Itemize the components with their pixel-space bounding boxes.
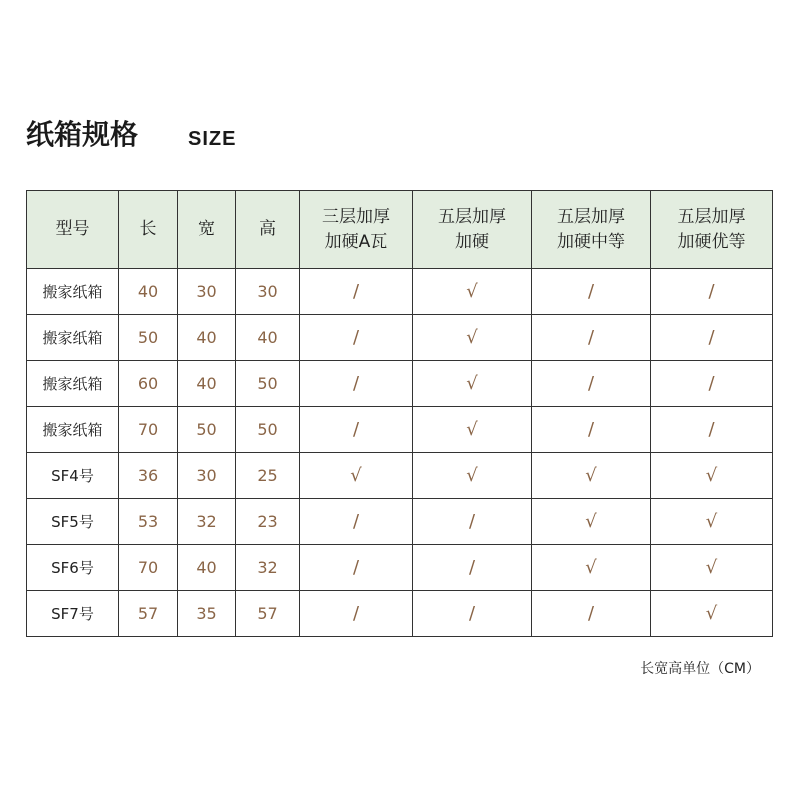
height-cell: 30 — [236, 269, 300, 315]
header-label: 加硬中等 — [557, 231, 625, 252]
height-cell: 25 — [236, 453, 300, 499]
model-cell: 搬家纸箱 — [27, 269, 119, 315]
model-cell: 搬家纸箱 — [27, 407, 119, 453]
length-cell: 53 — [119, 499, 178, 545]
five-layer-medium-cell: / — [532, 591, 651, 637]
length-cell: 57 — [119, 591, 178, 637]
three-layer-a-cell: / — [300, 591, 413, 637]
table-row — [27, 545, 773, 591]
page-title: 纸箱规格 — [26, 118, 139, 151]
table-header — [27, 191, 773, 269]
five-layer-cell: √ — [413, 269, 532, 315]
height-cell: 50 — [236, 361, 300, 407]
five-layer-medium-cell: / — [532, 407, 651, 453]
five-layer-premium-cell: √ — [651, 545, 773, 591]
length-cell: 70 — [119, 407, 178, 453]
header-label: 三层加厚 — [322, 206, 390, 227]
header-cell — [532, 191, 651, 269]
table-row — [27, 499, 773, 545]
three-layer-a-cell: / — [300, 545, 413, 591]
height-cell: 32 — [236, 545, 300, 591]
five-layer-cell: / — [413, 545, 532, 591]
five-layer-premium-cell: / — [651, 407, 773, 453]
five-layer-premium-cell: √ — [651, 591, 773, 637]
unit-note: 长宽高单位（CM） — [640, 661, 760, 677]
width-cell: 40 — [178, 545, 236, 591]
five-layer-cell: √ — [413, 407, 532, 453]
three-layer-a-cell: / — [300, 499, 413, 545]
header-label: 高 — [259, 219, 276, 239]
model-cell: SF5号 — [27, 499, 119, 545]
header-label: 宽 — [198, 219, 215, 239]
three-layer-a-cell: / — [300, 407, 413, 453]
width-cell: 30 — [178, 269, 236, 315]
width-cell: 40 — [178, 361, 236, 407]
header-label: 长 — [139, 219, 157, 239]
width-cell: 50 — [178, 407, 236, 453]
header-cell — [651, 191, 773, 269]
table-row — [27, 269, 773, 315]
five-layer-medium-cell: √ — [532, 453, 651, 499]
width-cell: 40 — [178, 315, 236, 361]
width-cell: 35 — [178, 591, 236, 637]
five-layer-medium-cell: / — [532, 269, 651, 315]
header-label: 加硬优等 — [677, 231, 746, 252]
header-cell — [236, 191, 300, 269]
header-label: 加硬A瓦 — [324, 231, 388, 252]
three-layer-a-cell: / — [300, 315, 413, 361]
header-label: 型号 — [55, 219, 90, 239]
length-cell: 36 — [119, 453, 178, 499]
header-label: 五层加厚 — [677, 206, 746, 227]
three-layer-a-cell: / — [300, 269, 413, 315]
model-cell: SF7号 — [27, 591, 119, 637]
five-layer-cell: √ — [413, 315, 532, 361]
model-cell: 搬家纸箱 — [27, 361, 119, 407]
height-cell: 40 — [236, 315, 300, 361]
three-layer-a-cell: / — [300, 361, 413, 407]
header-label: 加硬 — [455, 231, 489, 252]
header-cell — [27, 191, 119, 269]
five-layer-premium-cell: / — [651, 315, 773, 361]
width-cell: 30 — [178, 453, 236, 499]
table-row — [27, 361, 773, 407]
table-row — [27, 453, 773, 499]
height-cell: 50 — [236, 407, 300, 453]
header-row — [27, 191, 773, 269]
header-label: 五层加厚 — [438, 206, 506, 227]
model-cell: 搬家纸箱 — [27, 315, 119, 361]
five-layer-medium-cell: √ — [532, 499, 651, 545]
header-cell — [119, 191, 178, 269]
five-layer-cell: / — [413, 499, 532, 545]
five-layer-medium-cell: / — [532, 315, 651, 361]
five-layer-medium-cell: / — [532, 361, 651, 407]
five-layer-medium-cell: √ — [532, 545, 651, 591]
model-cell: SF4号 — [27, 453, 119, 499]
three-layer-a-cell: √ — [300, 453, 413, 499]
five-layer-premium-cell: / — [651, 361, 773, 407]
header-cell — [413, 191, 532, 269]
header-cell — [300, 191, 413, 269]
table-row — [27, 407, 773, 453]
header-cell — [178, 191, 236, 269]
header-label: 五层加厚 — [557, 206, 625, 227]
five-layer-premium-cell: / — [651, 269, 773, 315]
height-cell: 57 — [236, 591, 300, 637]
five-layer-cell: / — [413, 591, 532, 637]
table-row — [27, 591, 773, 637]
table-body — [27, 269, 773, 637]
length-cell: 50 — [119, 315, 178, 361]
page-subtitle: SIZE — [188, 128, 237, 150]
table-row — [27, 315, 773, 361]
five-layer-cell: √ — [413, 453, 532, 499]
five-layer-premium-cell: √ — [651, 453, 773, 499]
five-layer-cell: √ — [413, 361, 532, 407]
length-cell: 40 — [119, 269, 178, 315]
five-layer-premium-cell: √ — [651, 499, 773, 545]
spec-table — [26, 190, 773, 637]
width-cell: 32 — [178, 499, 236, 545]
length-cell: 60 — [119, 361, 178, 407]
length-cell: 70 — [119, 545, 178, 591]
height-cell: 23 — [236, 499, 300, 545]
model-cell: SF6号 — [27, 545, 119, 591]
